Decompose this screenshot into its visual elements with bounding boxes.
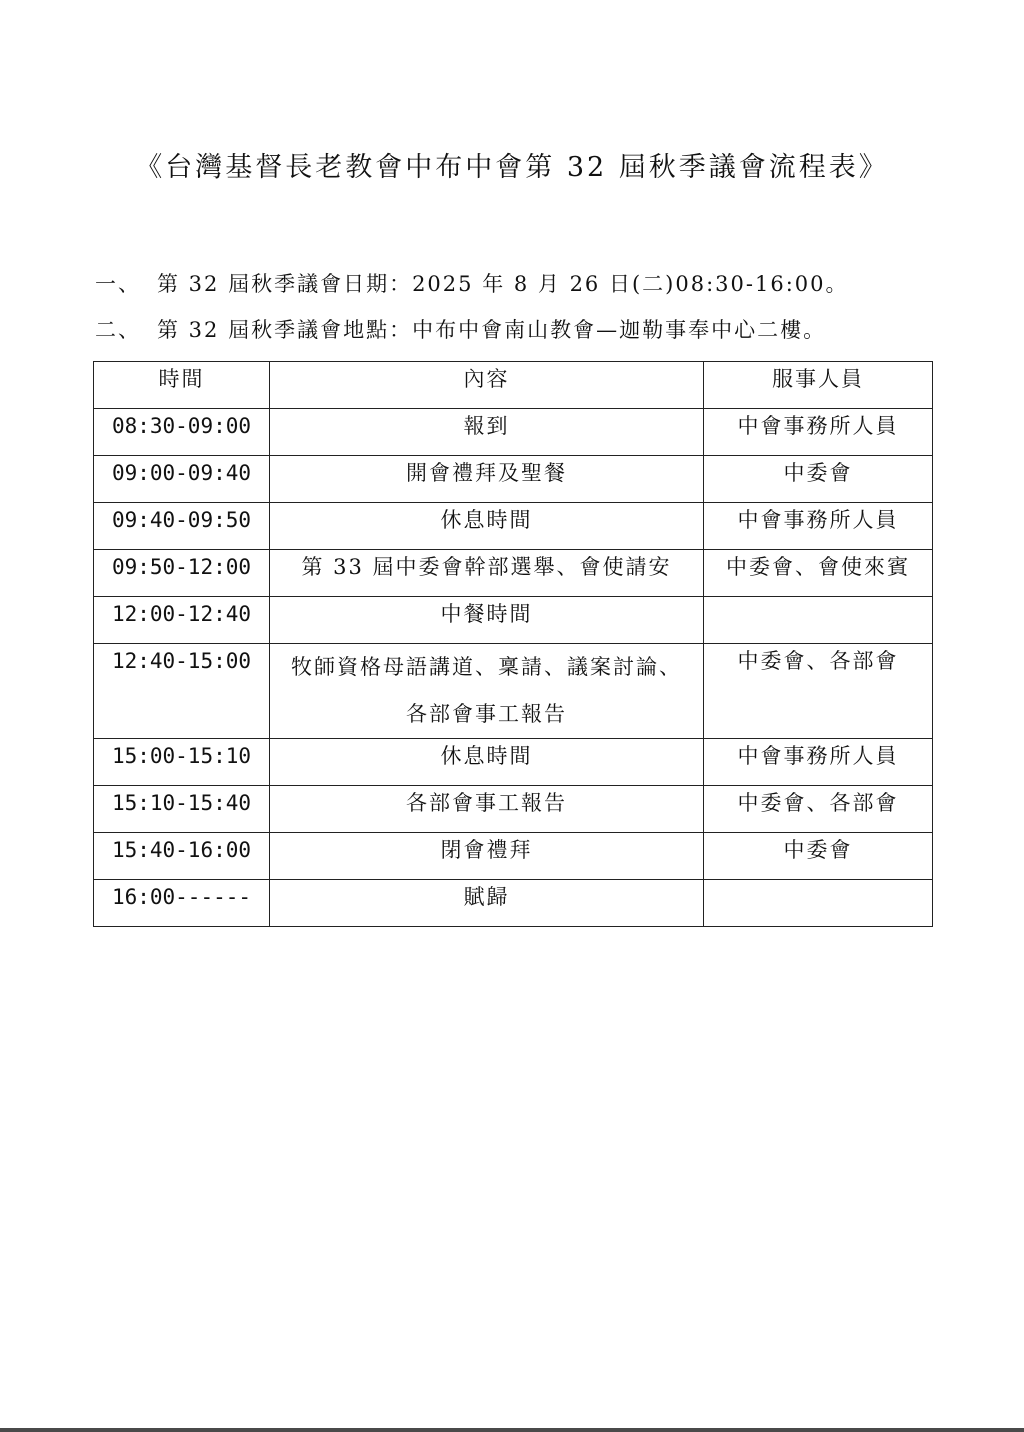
info-text-date: 第 32 屆秋季議會日期：2025 年 8 月 26 日(二)08:30-16:00。 xyxy=(157,272,849,296)
content-line-1: 牧師資格母語講道、稟請、議案討論、 xyxy=(291,655,682,679)
document-title: 《台灣基督長老教會中布中會第 32 屆秋季議會流程表》 xyxy=(135,152,889,183)
staff-cell: 中委會 xyxy=(704,833,933,880)
staff-cell: 中委會、各部會 xyxy=(704,786,933,833)
content-cell: 報到 xyxy=(270,409,704,456)
time-cell: 16:00------ xyxy=(94,880,270,927)
table-row xyxy=(94,880,933,927)
info-text-location: 第 32 屆秋季議會地點：中布中會南山教會—迦勒事奉中心二樓。 xyxy=(157,318,827,342)
table-row xyxy=(94,644,933,739)
content-cell xyxy=(270,644,704,739)
content-cell: 閉會禮拜 xyxy=(270,833,704,880)
info-number: 一、 xyxy=(95,272,141,296)
header-staff: 服事人員 xyxy=(704,362,933,409)
content-cell: 賦歸 xyxy=(270,880,704,927)
content-cell: 開會禮拜及聖餐 xyxy=(270,456,704,503)
time-cell: 09:00-09:40 xyxy=(94,456,270,503)
table-row xyxy=(94,833,933,880)
table-header-row xyxy=(94,362,933,409)
staff-cell xyxy=(704,880,933,927)
content-cell: 各部會事工報告 xyxy=(270,786,704,833)
time-cell: 12:00-12:40 xyxy=(94,597,270,644)
schedule-table xyxy=(93,361,933,927)
staff-cell: 中會事務所人員 xyxy=(704,503,933,550)
table-row xyxy=(94,503,933,550)
staff-cell: 中委會、各部會 xyxy=(704,644,933,739)
content-cell: 中餐時間 xyxy=(270,597,704,644)
staff-cell: 中委會、會使來賓 xyxy=(704,550,933,597)
time-cell: 15:40-16:00 xyxy=(94,833,270,880)
staff-cell xyxy=(704,597,933,644)
content-cell: 休息時間 xyxy=(270,503,704,550)
time-cell: 15:00-15:10 xyxy=(94,739,270,786)
page-bottom-edge xyxy=(0,1428,1024,1432)
time-cell: 09:40-09:50 xyxy=(94,503,270,550)
info-line-location xyxy=(95,314,826,346)
table-row xyxy=(94,456,933,503)
time-cell: 09:50-12:00 xyxy=(94,550,270,597)
header-time: 時間 xyxy=(94,362,270,409)
time-cell: 12:40-15:00 xyxy=(94,644,270,739)
staff-cell: 中會事務所人員 xyxy=(704,739,933,786)
table-row xyxy=(94,597,933,644)
content-cell: 休息時間 xyxy=(270,739,704,786)
table-row xyxy=(94,786,933,833)
content-cell: 第 33 屆中委會幹部選舉、會使請安 xyxy=(270,550,704,597)
info-line-date xyxy=(95,268,849,300)
content-line-2: 各部會事工報告 xyxy=(406,702,567,726)
info-number: 二、 xyxy=(95,318,141,342)
staff-cell: 中委會 xyxy=(704,456,933,503)
time-cell: 15:10-15:40 xyxy=(94,786,270,833)
table-row xyxy=(94,550,933,597)
staff-cell: 中會事務所人員 xyxy=(704,409,933,456)
table-row xyxy=(94,739,933,786)
header-content: 內容 xyxy=(270,362,704,409)
time-cell: 08:30-09:00 xyxy=(94,409,270,456)
table-row xyxy=(94,409,933,456)
